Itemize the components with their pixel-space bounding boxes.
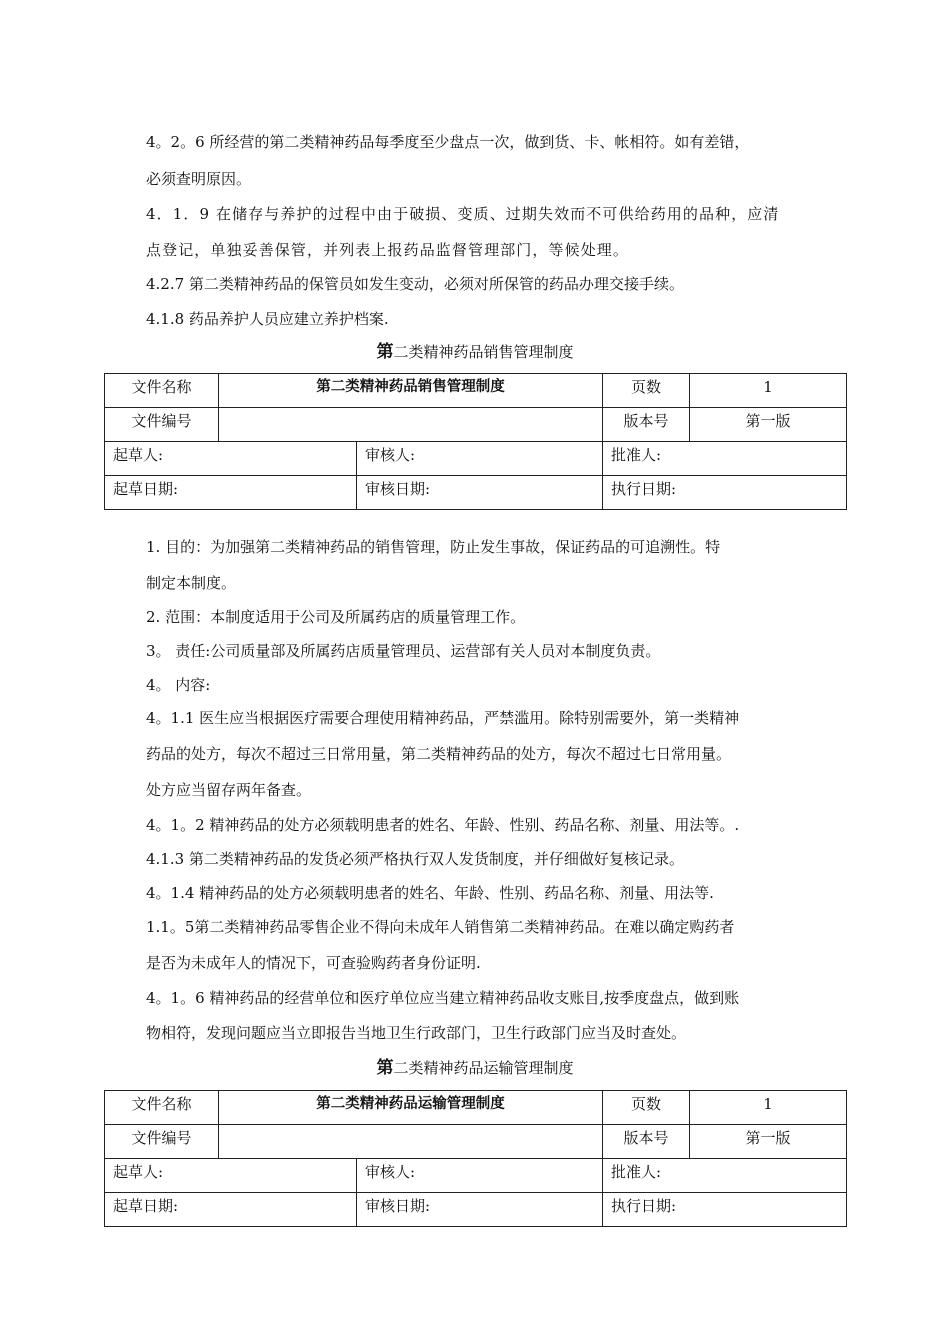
version-label: 版本号 [603, 1125, 690, 1159]
title-rest: 二类精神药品销售管理制度 [393, 343, 574, 361]
draft-date-label: 起草日期: [105, 1193, 357, 1227]
approver-label: 批准人: [603, 442, 847, 476]
text-line: 4.1.3 第二类精神药品的发货必须严格执行双人发货制度，并仔细做好复核记录。 [146, 850, 684, 868]
text-line: 4.1.8 药品养护人员应建立养护档案. [146, 310, 389, 328]
title-first-char: 第 [376, 1058, 394, 1078]
exec-date-label: 执行日期: [603, 1193, 847, 1227]
exec-date-label: 执行日期: [603, 476, 847, 510]
file-name-value: 第二类精神药品销售管理制度 [219, 374, 603, 408]
pages-value: 1 [690, 374, 847, 408]
text-line: 4.2.7 第二类精神药品的保管员如发生变动，必须对所保管的药品办理交接手续。 [146, 275, 684, 293]
text-line: 是否为未成年人的情况下，可查验购药者身份证明. [146, 954, 481, 972]
document-info-table-transport [104, 1090, 847, 1227]
text-line: 3。 责任:公司质量部及所属药店质量管理员、运营部有关人员对本制度负责。 [146, 642, 661, 660]
text-line: 4。1.1 医生应当根据医疗需要合理使用精神药品，严禁滥用。除特别需要外，第一类精神 [146, 709, 740, 727]
file-name-label: 文件名称 [105, 374, 219, 408]
file-name-value: 第二类精神药品运输管理制度 [219, 1091, 603, 1125]
text-line: 药品的处方，每次不超过三日常用量，第二类精神药品的处方，每次不超过七日常用量。 [146, 745, 732, 763]
text-line: 点登记，单独妥善保管，并列表上报药品监督管理部门，等候处理。 [146, 241, 630, 259]
text-line: 处方应当留存两年备查。 [146, 781, 312, 799]
text-line: 4。 内容: [146, 676, 211, 694]
text-line: 必须查明原因。 [146, 170, 252, 188]
text-line: 4。1。2 精神药品的处方必须载明患者的姓名、年龄、性别、药品名称、剂量、用法等。. [146, 816, 740, 834]
text-line: 2. 范围：本制度适用于公司及所属药店的质量管理工作。 [146, 608, 526, 626]
drafter-label: 起草人: [105, 1159, 357, 1193]
text-line: 物相符，发现问题应当立即报告当地卫生行政部门，卫生行政部门应当及时查处。 [146, 1024, 687, 1042]
file-name-label: 文件名称 [105, 1091, 219, 1125]
pages-label: 页数 [603, 374, 690, 408]
text-line: 1.1。5第二类精神药品零售企业不得向未成年人销售第二类精神药品。在难以确定购药者 [146, 918, 735, 936]
version-label: 版本号 [603, 408, 690, 442]
draft-date-label: 起草日期: [105, 476, 357, 510]
file-no-label: 文件编号 [105, 1125, 219, 1159]
text-line: 4。1.4 精神药品的处方必须载明患者的姓名、年龄、性别、药品名称、剂量、用法等. [146, 884, 714, 902]
text-line: 制定本制度。 [146, 574, 237, 592]
version-value: 第一版 [690, 1125, 847, 1159]
review-date-label: 审核日期: [357, 1193, 603, 1227]
section-title-transport [0, 1058, 950, 1078]
section-title-sales [0, 342, 950, 362]
file-no-label: 文件编号 [105, 408, 219, 442]
document-info-table-sales [104, 373, 847, 510]
file-no-value [219, 1125, 603, 1159]
text-line: 4。1。6 精神药品的经营单位和医疗单位应当建立精神药品收支账目,按季度盘点，做到账 [146, 989, 740, 1007]
approver-label: 批准人: [603, 1159, 847, 1193]
drafter-label: 起草人: [105, 442, 357, 476]
pages-value: 1 [690, 1091, 847, 1125]
file-no-value [219, 408, 603, 442]
pages-label: 页数 [603, 1091, 690, 1125]
title-first-char: 第 [376, 342, 394, 362]
version-value: 第一版 [690, 408, 847, 442]
review-date-label: 审核日期: [357, 476, 603, 510]
text-line: 4。2。6 所经营的第二类精神药品每季度至少盘点一次，做到货、卡、帐相符。如有差错， [146, 133, 750, 151]
reviewer-label: 审核人: [357, 442, 603, 476]
title-rest: 二类精神药品运输管理制度 [393, 1059, 574, 1077]
reviewer-label: 审核人: [357, 1159, 603, 1193]
text-line: 1. 目的：为加强第二类精神药品的销售管理，防止发生事故，保证药品的可追溯性。特 [146, 538, 721, 556]
text-line: 4．1．9 在储存与养护的过程中由于破损、变质、过期失效而不可供给药用的品种，应清 [146, 205, 780, 223]
